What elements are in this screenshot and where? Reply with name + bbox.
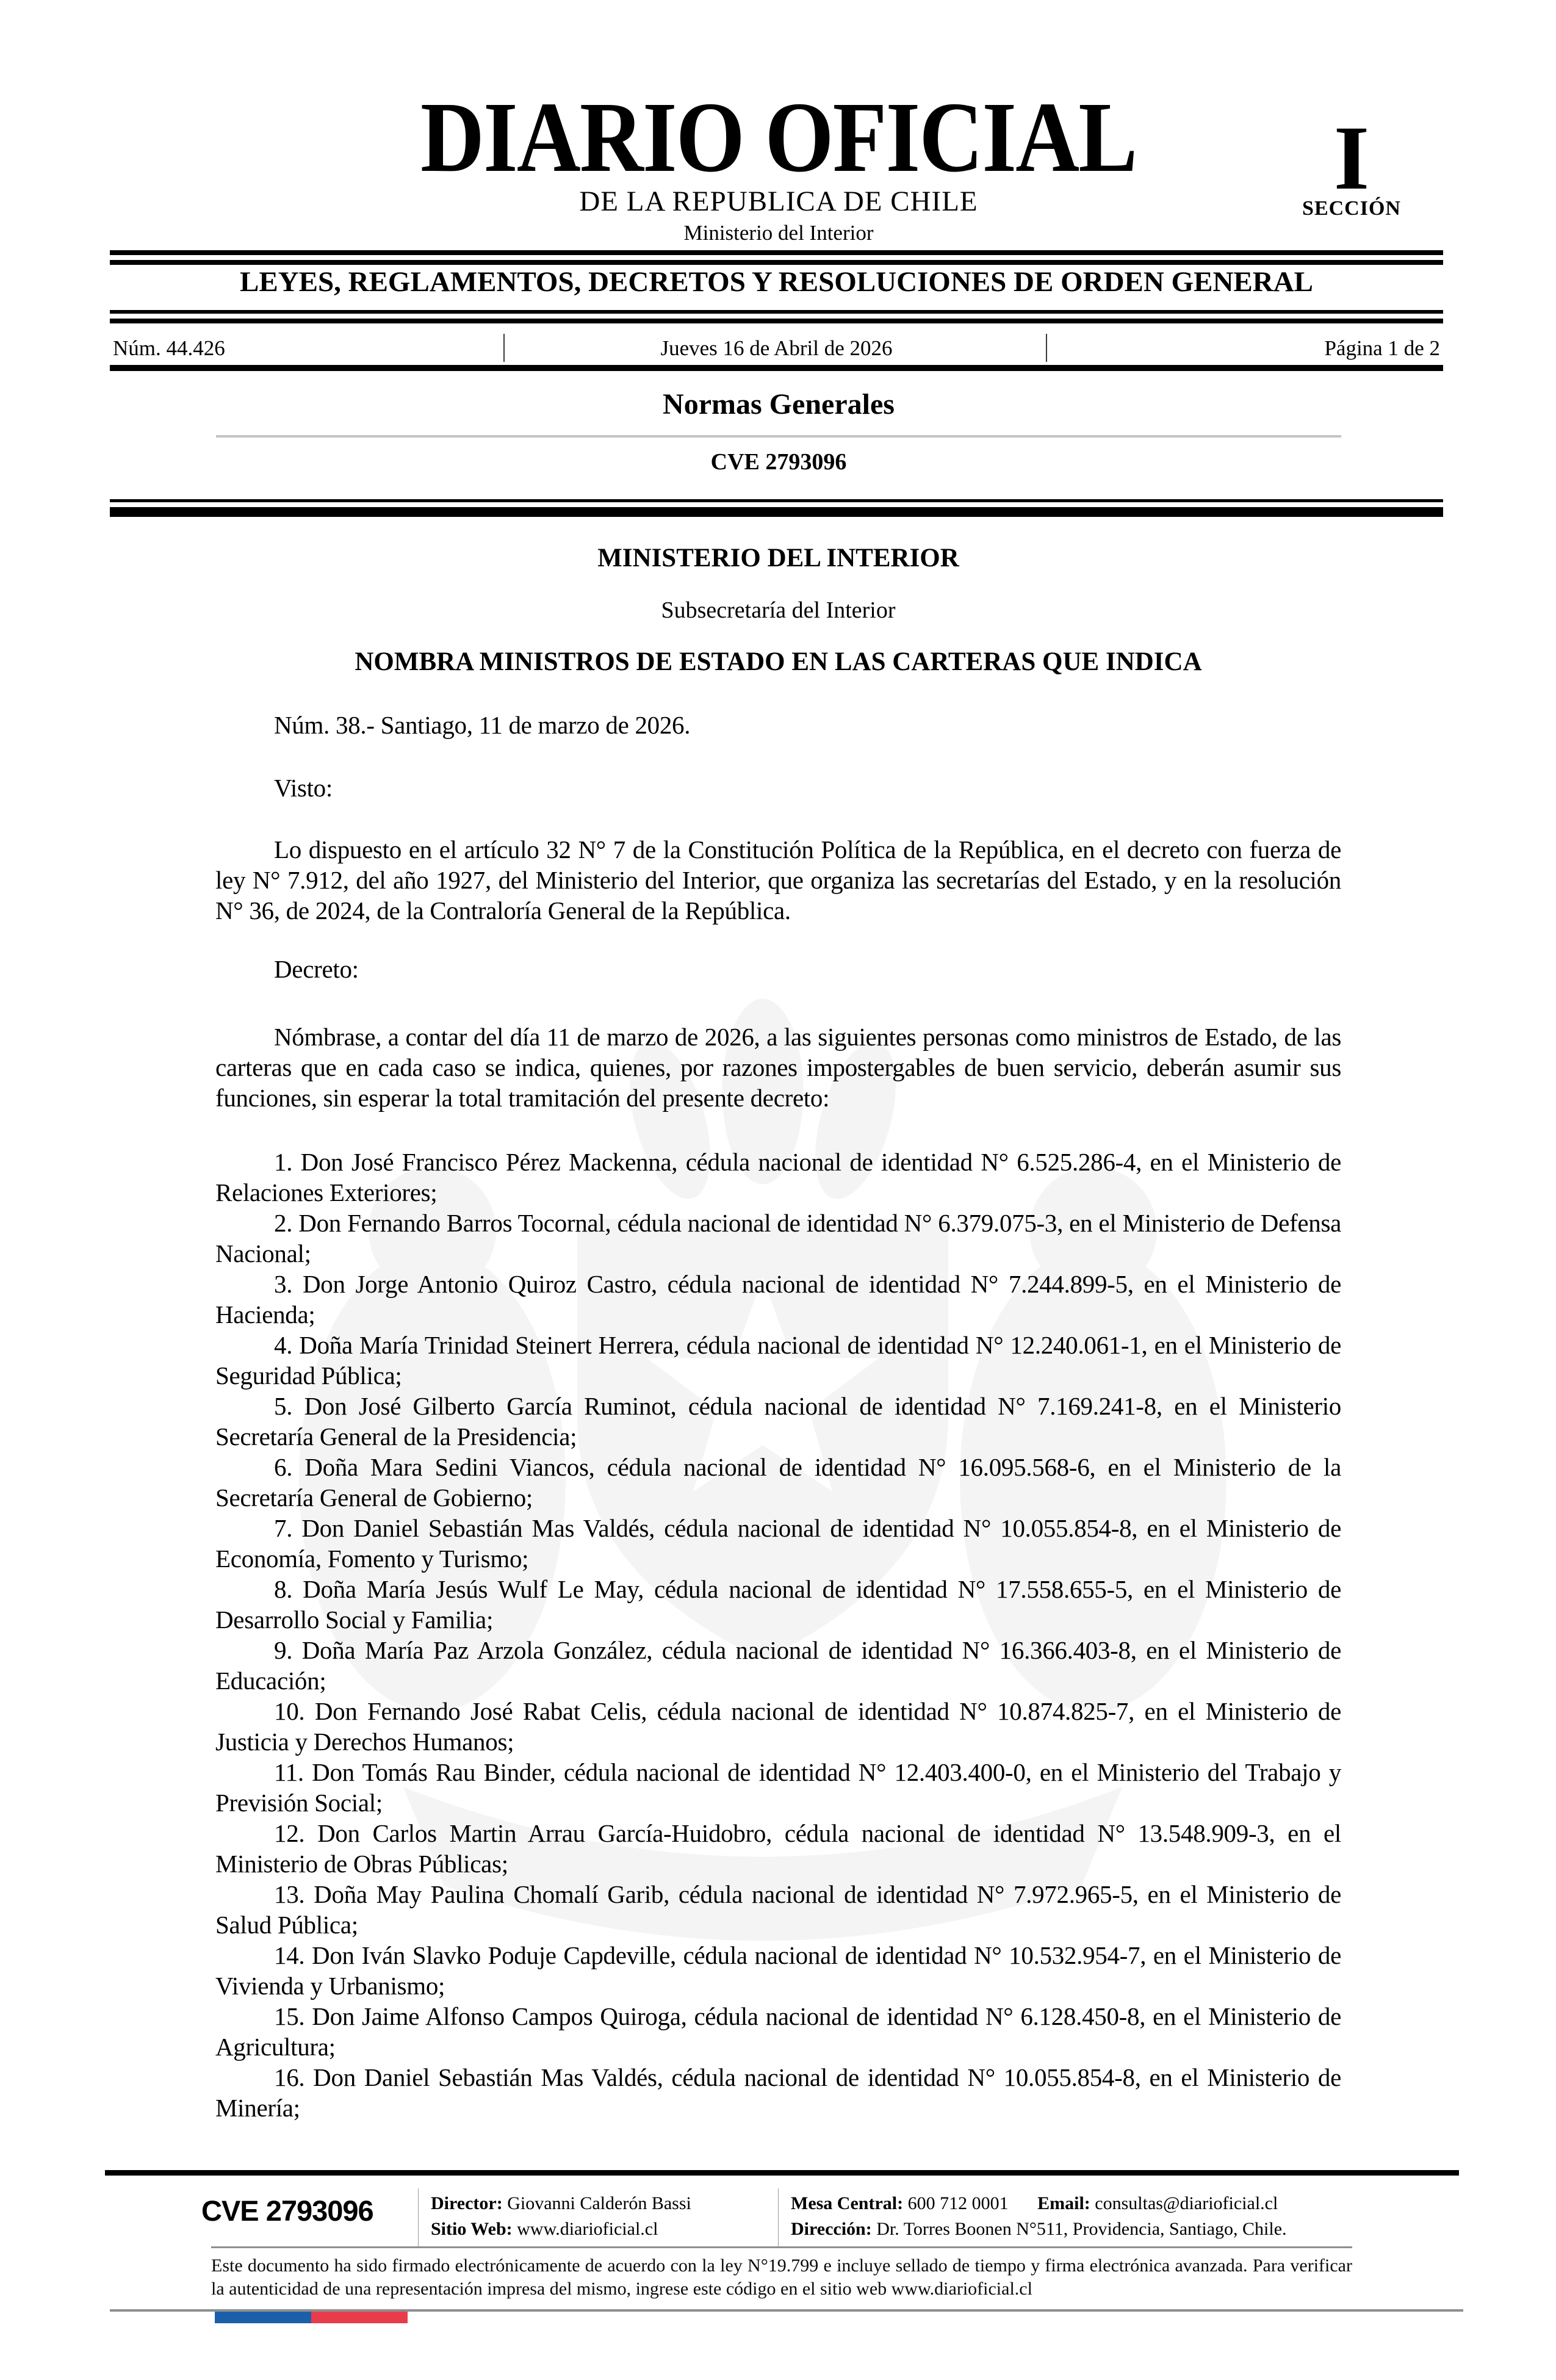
issue-date: Jueves 16 de Abril de 2026	[660, 336, 893, 360]
decree-body	[215, 525, 1341, 2123]
decree-subsecretariat: Subsecretaría del Interior	[661, 597, 896, 623]
footer-contact-block	[791, 2191, 1287, 2242]
info-separator-left	[503, 334, 505, 362]
footer-website-line	[431, 2216, 691, 2242]
issue-info-row	[113, 333, 1440, 364]
minister-item: 15. Don Jaime Alfonso Campos Quiroga, cédula nacional de identidad N° 6.128.450-8, en el Ministerio de Agricultura;	[215, 2002, 1341, 2061]
minister-item: 5. Don José Gilberto García Ruminot, cédula nacional de identidad N° 7.169.241-8, en el Ministerio Secretaría General de la Presidencia;	[215, 1392, 1341, 1451]
decree-ministry-heading: MINISTERIO DEL INTERIOR	[597, 544, 959, 572]
legal-top-rule	[211, 2246, 1352, 2248]
section-title: Normas Generales	[663, 388, 895, 420]
page-indicator: Página 1 de 2	[1324, 336, 1440, 360]
footer-address-line	[791, 2216, 1287, 2242]
minister-item: 8. Doña María Jesús Wulf Le May, cédula nacional de identidad N° 17.558.655-5, en el Ministerio de Desarrollo Social y Familia;	[215, 1575, 1341, 1634]
footer-top-rule	[105, 2170, 1459, 2176]
info-separator-right	[1046, 334, 1047, 362]
minister-item: 13. Doña May Paulina Chomalí Garib, cédula nacional de identidad N° 7.972.965-5, en el Ministerio de Salud Pública;	[215, 1880, 1341, 1939]
website-label: Sitio Web:	[431, 2219, 513, 2239]
double-rule-mid-a	[110, 310, 1443, 314]
phone-label: Mesa Central:	[791, 2193, 904, 2213]
footer-phone-email-line	[791, 2191, 1287, 2216]
director-name: Giovanni Calderón Bassi	[507, 2193, 691, 2213]
double-rule-top-b	[110, 260, 1443, 265]
gazette-subtitle: DE LA REPUBLICA DE CHILE	[579, 186, 978, 217]
double-rule-top-a	[110, 250, 1443, 255]
gazette-title: DIARIO OFICIAL	[420, 81, 1137, 193]
minister-item: 10. Don Fernando José Rabat Celis, cédula nacional de identidad N° 10.874.825-7, en el Ministerio de Justicia y Derechos Humanos;	[215, 1697, 1341, 1756]
double-rule-cve-b	[110, 507, 1443, 517]
phone-number: 600 712 0001	[907, 2193, 1009, 2213]
footer-info-box	[201, 2188, 1342, 2247]
decreto-label: Decreto:	[274, 955, 359, 983]
minister-item: 16. Don Daniel Sebastián Mas Valdés, cédula nacional de identidad N° 10.055.854-8, en el Ministerio de Minería;	[215, 2063, 1341, 2122]
footer-cve-code: CVE 2793096	[201, 2194, 373, 2227]
cve-code-heading: CVE 2793096	[710, 449, 847, 475]
gazette-ministry: Ministerio del Interior	[683, 221, 874, 245]
email-label: Email:	[1037, 2193, 1090, 2213]
address-label: Dirección:	[791, 2219, 872, 2239]
double-rule-mid-b	[110, 319, 1443, 323]
section-title-underline	[216, 435, 1341, 438]
minister-item: 9. Doña María Paz Arzola González, cédula nacional de identidad N° 16.366.403-8, en el Ministerio de Educación;	[215, 1636, 1341, 1695]
address-value: Dr. Torres Boonen N°511, Providencia, Santiago, Chile.	[876, 2219, 1287, 2239]
ministers-list	[215, 1147, 1341, 2123]
double-rule-cve-a	[110, 499, 1443, 502]
minister-item: 4. Doña María Trinidad Steinert Herrera, cédula nacional de identidad N° 12.240.061-1, en el Ministerio de Seguridad Pública;	[215, 1331, 1341, 1390]
minister-item: 14. Don Iván Slavko Poduje Capdeville, cédula nacional de identidad N° 10.532.954-7, en el Ministerio de Vivienda y Urbanismo;	[215, 1941, 1341, 2000]
banner-title: LEYES, REGLAMENTOS, DECRETOS Y RESOLUCIONES DE ORDEN GENERAL	[240, 266, 1313, 298]
minister-item: 1. Don José Francisco Pérez Mackenna, cédula nacional de identidad N° 6.525.286-4, en el Ministerio de Relaciones Exteriores;	[215, 1148, 1341, 1206]
director-label: Director:	[431, 2193, 503, 2213]
decree-title: NOMBRA MINISTROS DE ESTADO EN LAS CARTERAS QUE INDICA	[355, 647, 1202, 676]
visto-paragraph: Lo dispuesto en el artículo 32 N° 7 de la Constitución Política de la República, en el decreto con fuerza de ley N° 7.912, del año 1927, del Ministerio del Interior, que organiza las secretarías del Estado, y en la resolución N° 36, de 2024, de la Contraloría General de la República.	[215, 835, 1341, 925]
decreto-paragraph: Nómbrase, a contar del día 11 de marzo de 2026, a las siguientes personas como ministros de Estado, de las carteras que en cada caso se indica, quienes, por razones impostergables de buen servicio, deberán asumir sus funciones, sin esperar la total tramitación del presente decreto:	[215, 1023, 1341, 1112]
flag-blue-stripe	[215, 2312, 311, 2323]
visto-label: Visto:	[274, 774, 333, 802]
email-address: consultas@diarioficial.cl	[1095, 2193, 1278, 2213]
footer-divider-2	[778, 2188, 779, 2247]
minister-item: 11. Don Tomás Rau Binder, cédula nacional de identidad N° 12.403.400-0, en el Ministerio del Trabajo y Previsión Social;	[215, 1758, 1341, 1817]
minister-item: 12. Don Carlos Martin Arrau García-Huidobro, cédula nacional de identidad N° 13.548.909-3, en el Ministerio de Obras Públicas;	[215, 1819, 1341, 1878]
footer-divider-1	[418, 2188, 419, 2247]
minister-item: 2. Don Fernando Barros Tocornal, cédula nacional de identidad N° 6.379.075-3, en el Ministerio de Defensa Nacional;	[215, 1209, 1341, 1268]
issue-number: Núm. 44.426	[113, 336, 225, 360]
minister-item: 3. Don Jorge Antonio Quiroz Castro, cédula nacional de identidad N° 7.244.899-5, en el Ministerio de Hacienda;	[215, 1270, 1341, 1329]
section-numeral: I	[1333, 107, 1370, 209]
legal-notice: Este documento ha sido firmado electrónicamente de acuerdo con la ley N°19.799 e incluye sellado de tiempo y firma electrónica avanzada. Para verificar la autenticidad de una representación impresa del mismo, ingrese este código en el sitio web www.diarioficial.cl	[211, 2256, 1352, 2299]
minister-item: 7. Don Daniel Sebastián Mas Valdés, cédula nacional de identidad N° 10.055.854-8, en el Ministerio de Economía, Fomento y Turismo;	[215, 1514, 1341, 1573]
info-row-bottom-rule	[110, 365, 1443, 371]
footer-director-block	[431, 2191, 691, 2242]
flag-red-stripe	[311, 2312, 408, 2323]
website-url: www.diarioficial.cl	[517, 2219, 658, 2239]
section-block	[1275, 107, 1428, 222]
decree-number-line: Núm. 38.- Santiago, 11 de marzo de 2026.	[274, 711, 691, 739]
chile-flag-mark	[215, 2312, 408, 2323]
footer-director-line	[431, 2191, 691, 2216]
minister-item: 6. Doña Mara Sedini Viancos, cédula nacional de identidad N° 16.095.568-6, en el Ministerio de la Secretaría General de Gobierno;	[215, 1453, 1341, 1512]
masthead	[216, 81, 1341, 247]
section-label: SECCIÓN	[1302, 197, 1401, 220]
